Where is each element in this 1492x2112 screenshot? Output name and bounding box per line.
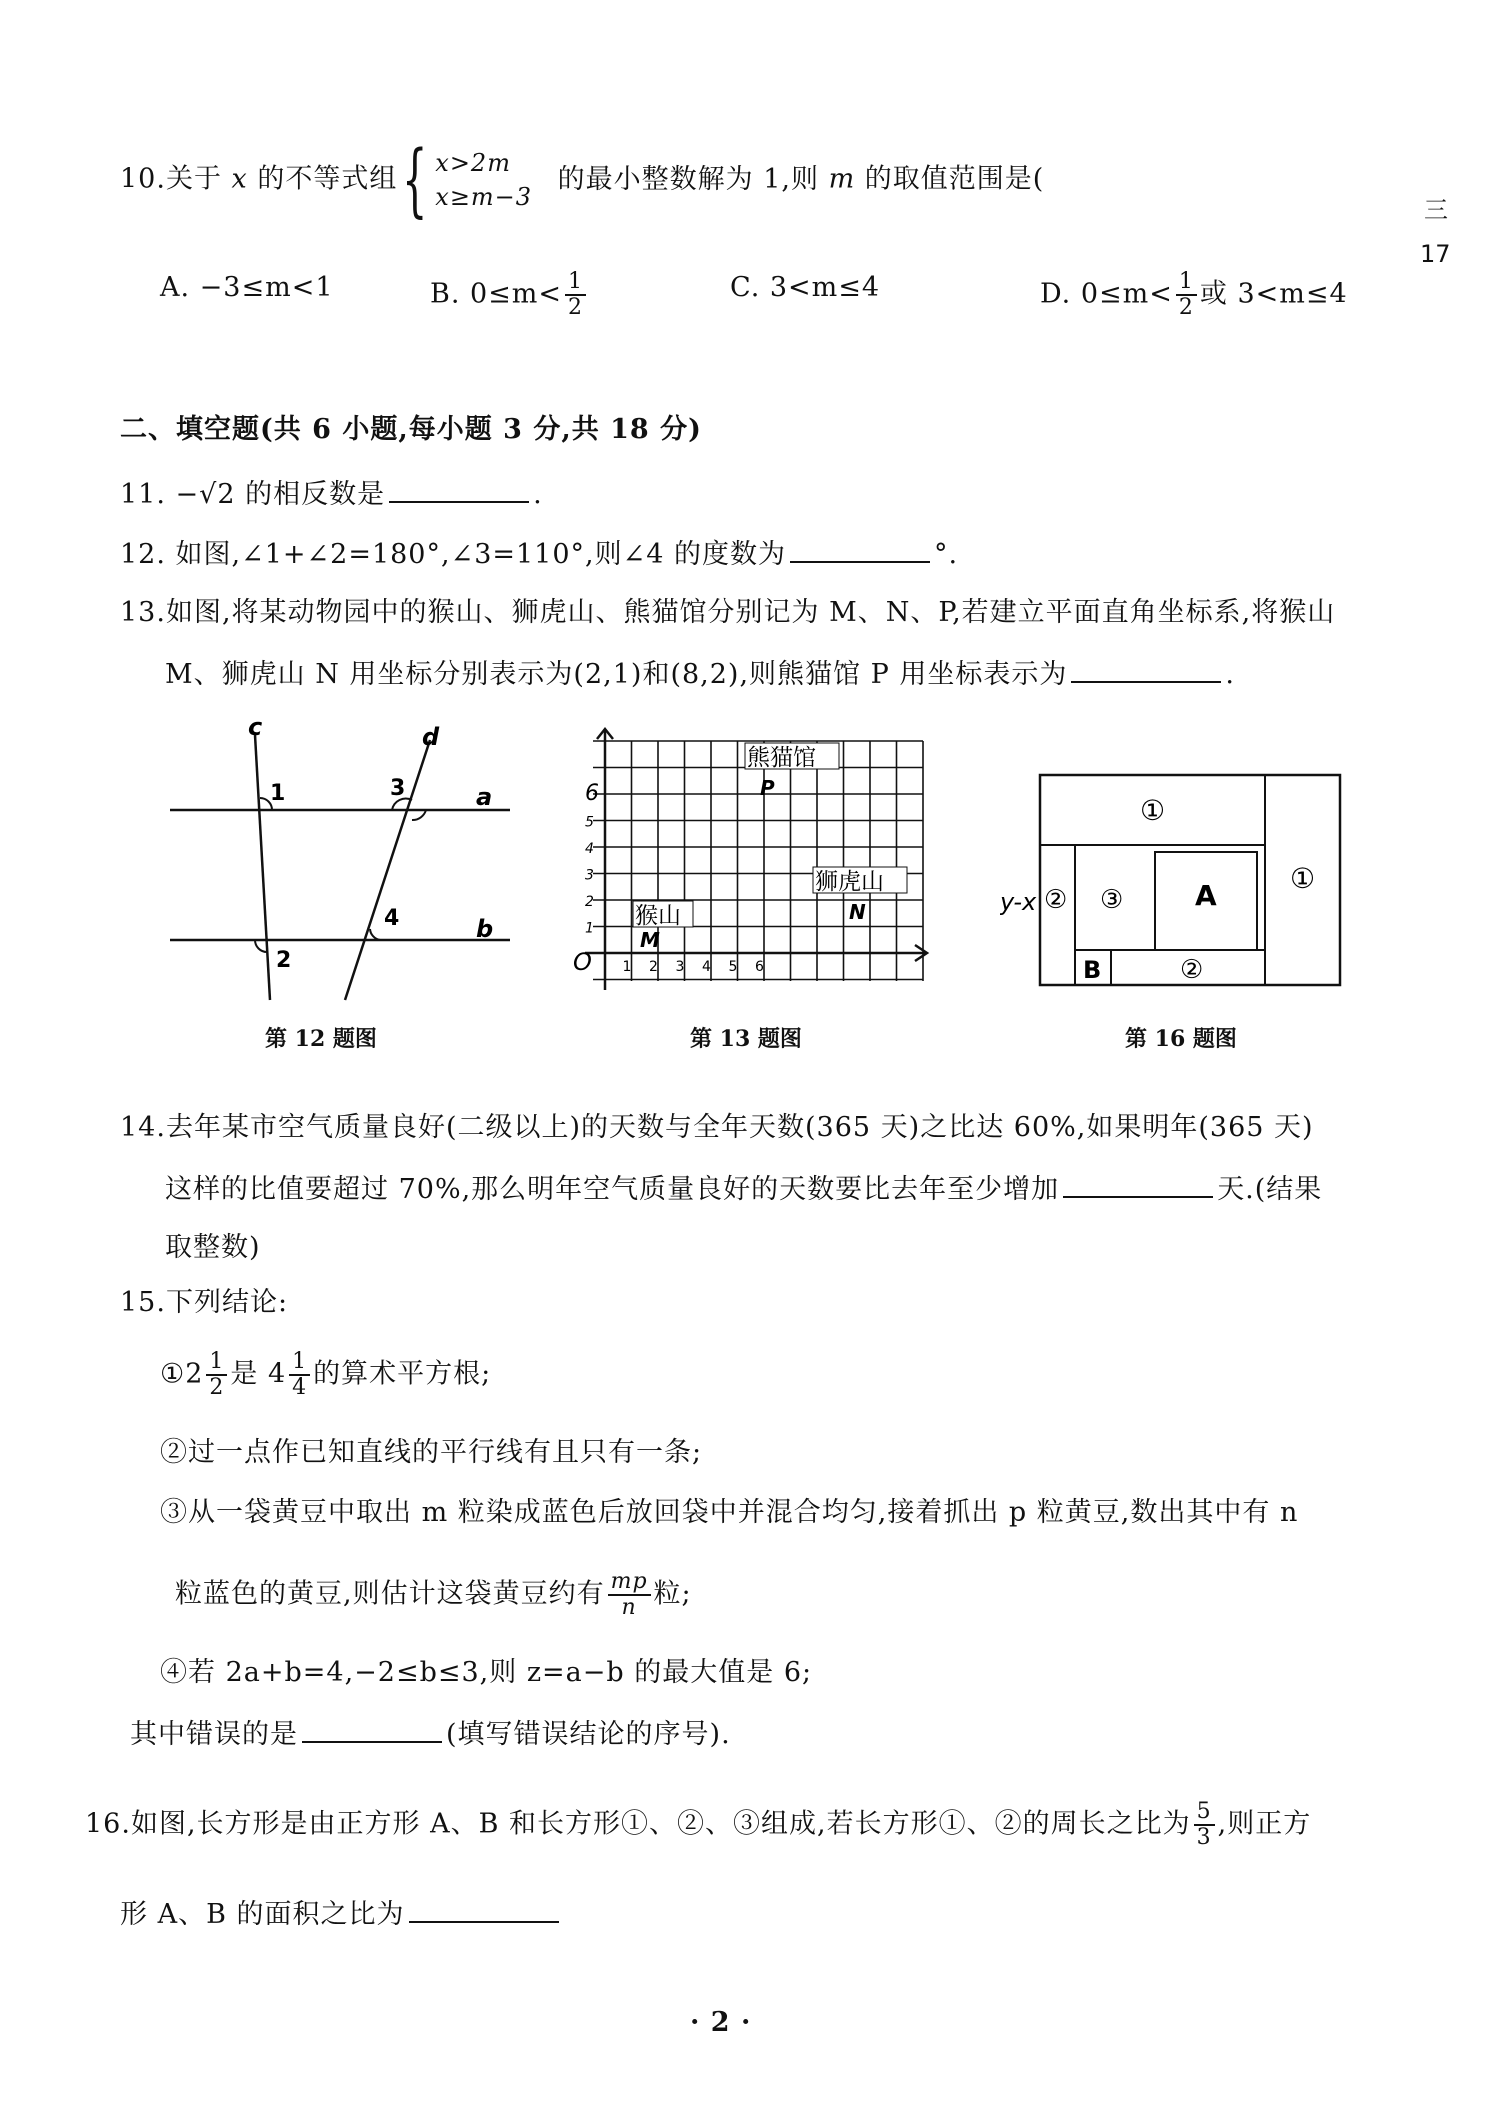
y-tick-label: 4 <box>585 841 594 857</box>
q10-option-b-prefix: B. 0≤m< <box>430 278 563 310</box>
q11-suffix: . <box>533 479 543 510</box>
point-n-label: N <box>849 900 866 924</box>
line-d <box>345 740 430 1000</box>
q16-answer-blank <box>409 1895 559 1923</box>
y-tick-label: 6 <box>585 781 599 806</box>
q12-suffix: °. <box>934 539 959 570</box>
q15-answer-blank <box>302 1715 442 1743</box>
q15-c1-suffix: 的算术平方根; <box>313 1358 492 1390</box>
y-tick-label: 5 <box>585 814 594 831</box>
figure-12 <box>160 715 520 1015</box>
panda-house-label: 熊猫馆 <box>747 745 816 771</box>
label-a: a <box>476 783 493 811</box>
label-angle-1: 1 <box>270 781 286 806</box>
origin-label: O <box>573 948 592 976</box>
fraction-denominator: 4 <box>292 1375 308 1400</box>
sidebar-char: 三 <box>1424 196 1448 224</box>
rect-1-top-label: ① <box>1140 794 1166 827</box>
label-angle-3: 3 <box>390 776 406 801</box>
q16-line1 <box>85 1800 1311 1850</box>
x-tick-label: 2 <box>649 959 658 975</box>
fraction-denominator: 2 <box>568 295 584 320</box>
fraction-numerator: 1 <box>565 270 586 296</box>
q10-option-d-fraction <box>1176 270 1197 320</box>
label-d: d <box>422 723 440 751</box>
q13-line2 <box>165 655 1235 693</box>
page-number: · 2 · <box>690 2007 752 2038</box>
q12-text: 12. 如图,∠1+∠2=180°,∠3=110°,则∠4 的度数为 <box>120 539 786 570</box>
label-angle-4: 4 <box>384 906 400 931</box>
q10-option-a: A. −3≤m<1 <box>160 272 334 303</box>
q16-line2 <box>120 1895 563 1933</box>
q10-option-d-prefix: D. 0≤m< <box>1040 278 1173 310</box>
q14-line2 <box>165 1170 1322 1208</box>
q10-sys-line1: x>2m <box>435 149 511 177</box>
q15-answer-line <box>130 1715 731 1753</box>
monkey-hill-label: 猴山 <box>635 903 681 929</box>
q14-line2-text: 这样的比值要超过 70%,那么明年空气质量良好的天数要比去年至少增加 <box>165 1174 1060 1205</box>
y-tick-label: 3 <box>585 867 594 884</box>
x-tick-label: 3 <box>675 959 685 975</box>
q15-c3-prefix: 粒蓝色的黄豆,则估计这袋黄豆约有 <box>175 1578 605 1610</box>
q14-line2-suffix: 天.(结果 <box>1217 1174 1323 1205</box>
q10-suffix-b: 的取值范围是( <box>864 163 1045 195</box>
x-tick-label: 1 <box>622 959 632 975</box>
point-m-label: M <box>640 928 660 952</box>
line-c <box>255 735 270 1000</box>
q15-c1-fraction-1 <box>206 1350 227 1400</box>
y-tick-label: 1 <box>585 920 594 937</box>
x-tick-label: 4 <box>702 959 711 975</box>
question-10 <box>120 133 1045 226</box>
q10-var-m: m <box>828 163 856 195</box>
figure-12-caption: 第 12 题图 <box>265 1026 377 1052</box>
q10-var-x: x <box>231 163 248 195</box>
q15-end-suffix: (填写错误结论的序号). <box>446 1719 731 1750</box>
rect-2-left-label: ② <box>1044 885 1068 915</box>
q14-answer-blank <box>1063 1170 1213 1198</box>
angle-2-arc <box>255 940 267 952</box>
fraction-numerator: 1 <box>1176 270 1197 296</box>
q16-ratio-fraction <box>1194 1800 1215 1850</box>
q10-option-d-suffix: 或 3<m≤4 <box>1199 278 1348 310</box>
q10-option-b <box>430 270 589 320</box>
y-minus-x-label: y-x <box>1000 888 1037 916</box>
figure-13 <box>565 725 935 1025</box>
point-p-label: P <box>760 776 775 800</box>
q13-suffix: . <box>1225 659 1235 690</box>
q12-answer-blank <box>790 535 930 563</box>
angle-4-arc <box>370 929 380 940</box>
q15-conclusion-3-line1: ③从一袋黄豆中取出 m 粒染成蓝色后放回袋中并混合均匀,接着抓出 p 粒黄豆,数出其中有 n <box>160 1497 1299 1528</box>
q15-c1-prefix: ①2 <box>160 1358 204 1390</box>
q15-conclusion-2: ②过一点作已知直线的平行线有且只有一条; <box>160 1437 703 1468</box>
q10-sys-line2: x≥m−3 <box>435 183 533 211</box>
q10-inequality-system <box>435 146 532 214</box>
q11-prefix: 11. −√2 的相反数是 <box>120 479 386 510</box>
x-tick-label: 5 <box>728 959 738 975</box>
q15-c3-suffix: 粒; <box>653 1578 692 1610</box>
q10-brace: { <box>402 133 429 226</box>
q16-line2-text: 形 A、B 的面积之比为 <box>120 1899 405 1930</box>
section-2-title: 二、填空题(共 6 小题,每小题 3 分,共 18 分) <box>120 414 702 445</box>
label-angle-2: 2 <box>276 948 292 973</box>
rect-3-label: ③ <box>1100 885 1124 915</box>
q15-conclusion-1 <box>160 1350 491 1400</box>
q10-option-b-fraction <box>565 270 586 320</box>
y-tick-label: 2 <box>585 894 594 910</box>
rect-2-bottom-label: ② <box>1180 955 1204 985</box>
q10-prefix: 10.关于 <box>120 163 222 195</box>
angle-3-arc-2 <box>412 810 426 820</box>
q16-line1-suffix: ,则正方 <box>1217 1808 1312 1840</box>
q11-answer-blank <box>389 475 529 503</box>
fraction-denominator: 2 <box>1178 295 1194 320</box>
q10-option-d <box>1040 270 1348 320</box>
q15-c1-fraction-2 <box>289 1350 310 1400</box>
q16-line1-prefix: 16.如图,长方形是由正方形 A、B 和长方形①、②、③组成,若长方形①、②的周长之比为 <box>85 1808 1191 1840</box>
lion-tiger-hill-label: 狮虎山 <box>815 869 884 895</box>
fraction-denominator: n <box>621 1595 637 1620</box>
y-tick-labels <box>585 781 599 937</box>
figure-16 <box>1000 770 1360 1000</box>
fraction-numerator: 1 <box>206 1350 227 1376</box>
label-c: c <box>248 715 263 741</box>
q10-option-c: C. 3<m≤4 <box>730 272 881 303</box>
q15-c1-mid: 是 4 <box>230 1358 287 1390</box>
q15-end-prefix: 其中错误的是 <box>130 1719 298 1750</box>
q15-conclusion-4: ④若 2a+b=4,−2≤b≤3,则 z=a−b 的最大值是 6; <box>160 1657 813 1688</box>
question-12 <box>120 535 958 573</box>
fraction-numerator: mp <box>608 1570 651 1596</box>
q13-line1: 13.如图,将某动物园中的猴山、狮虎山、熊猫馆分别记为 M、N、P,若建立平面直角坐标系,将猴山 <box>120 597 1336 628</box>
q13-line2-text: M、狮虎山 N 用坐标分别表示为(2,1)和(8,2),则熊猫馆 P 用坐标表示为 <box>165 659 1068 690</box>
q15-c3-fraction <box>608 1570 651 1620</box>
square-a-label: A <box>1195 879 1217 912</box>
x-tick-labels <box>623 959 765 975</box>
figure-16-caption: 第 16 题图 <box>1125 1026 1237 1052</box>
fraction-denominator: 2 <box>209 1375 225 1400</box>
square-b-label: B <box>1083 956 1102 984</box>
figure-13-caption: 第 13 题图 <box>690 1026 802 1052</box>
q15-conclusion-3-line2 <box>175 1570 692 1620</box>
q13-answer-blank <box>1071 655 1221 683</box>
q14-line3: 取整数) <box>165 1232 261 1263</box>
question-11 <box>120 475 543 513</box>
q15-title: 15.下列结论: <box>120 1287 289 1318</box>
fraction-numerator: 5 <box>1194 1800 1215 1826</box>
q10-suffix-a: 的最小整数解为 1,则 <box>557 163 819 195</box>
fraction-numerator: 1 <box>289 1350 310 1376</box>
x-tick-label: 6 <box>755 959 764 975</box>
rect-1-right-label: ① <box>1290 862 1316 895</box>
sidebar-number: 17 <box>1420 240 1451 268</box>
label-b: b <box>476 915 494 943</box>
q10-mid: 的不等式组 <box>257 163 398 195</box>
q14-line1: 14.去年某市空气质量良好(二级以上)的天数与全年天数(365 天)之比达 60%,如果明年(365 天) <box>120 1112 1314 1143</box>
fraction-denominator: 3 <box>1196 1825 1212 1850</box>
